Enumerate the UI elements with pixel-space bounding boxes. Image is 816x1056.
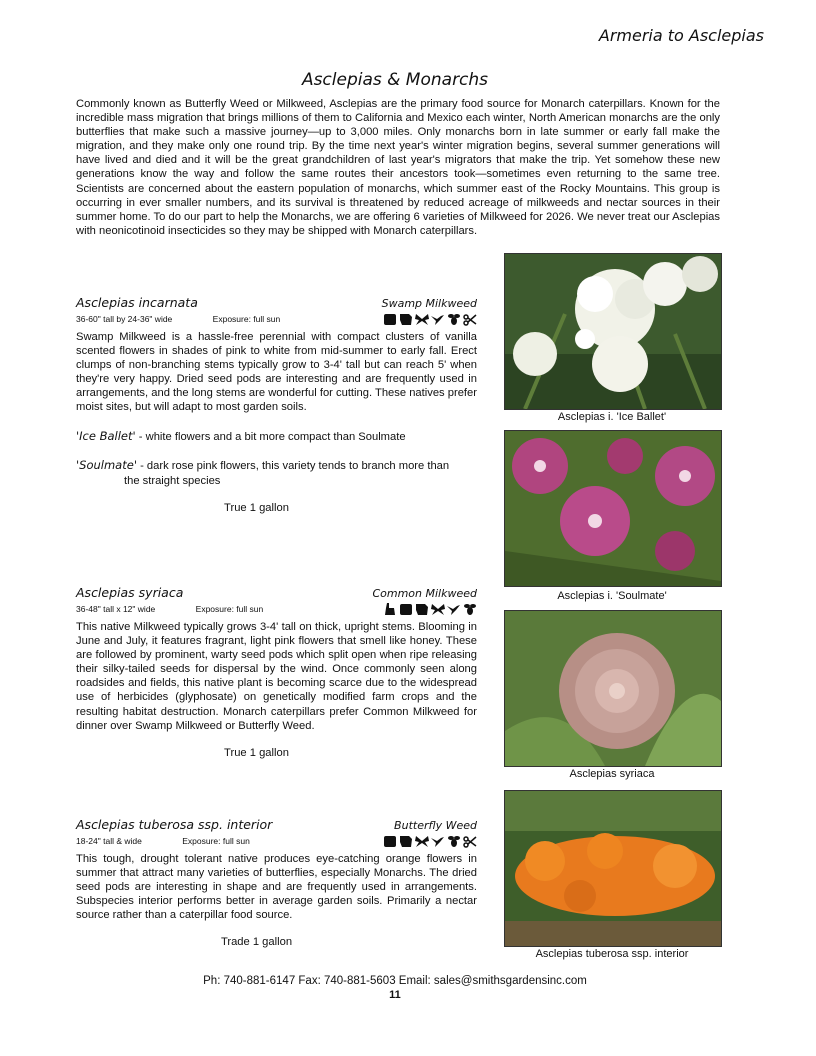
page-number: 11 <box>389 989 401 1001</box>
bee-icon <box>463 603 477 616</box>
hummingbird-icon <box>431 313 445 326</box>
hummingbird-icon <box>447 603 461 616</box>
cut-flower-icon <box>463 835 477 848</box>
native-icon <box>399 835 413 848</box>
plant-exposure: Exposure: full sun <box>195 604 264 614</box>
butterfly-icon <box>415 835 429 848</box>
photo-ice-ballet <box>504 253 722 410</box>
butterfly-icon <box>431 603 445 616</box>
photo-soulmate <box>504 430 722 587</box>
plant-dimensions: 18-24" tall & wide <box>76 836 142 846</box>
deer-resistant-icon <box>383 835 397 848</box>
variety-name: 'Ice Ballet' <box>76 428 136 443</box>
photo-syriaca <box>504 610 722 767</box>
common-name: Swamp Milkweed <box>381 297 477 310</box>
intro-paragraph: Commonly known as Butterfly Weed or Milkweed, Asclepias are the primary food source for Monarch caterpillars. Known for the incredible mass migration that brings millions of them to California and Mexico each winter, North American monarchs are the only butterflies that make such a massive journey—up to 3,000 miles. Only monarchs born in late summer or early fall make the migration, and they make only one round trip. By the time next year's winter migration begins, several summer generations will have lived and died and it will be the great grandchildren of last year's migrators that make the trip. Yet somehow these new generations know the way and follow the same routes their ancestors took—sometimes even returning to the same tree. Scientists are concerned about the eastern population of monarchs, which summer east of the Rocky Mountains. This group is occurring in ever smaller numbers, and its survival is threatened by reduced acreage of milkweeds and nectar sources in their summer home. To do our part to help the Monarchs, we are offering 6 varieties of Milkweed for 2026. We never treat our Asclepias with neonicotinoid insecticides so they may be shipped with Monarch caterpillars. <box>76 98 720 237</box>
photo-caption: Asclepias syriaca <box>569 768 655 780</box>
native-icon <box>415 603 429 616</box>
photo-caption: Asclepias tuberosa ssp. interior <box>535 948 689 960</box>
bee-icon <box>447 835 461 848</box>
plant-description: Swamp Milkweed is a hassle-free perennial with compact clusters of vanilla scented flowers in shades of pink to white from mid-summer to early fall. Erect clumps of non-branching stems typically grow to 3-4' tall but can reach 5' when they're very happy. Dried seed pods are interesting and are frequently used in arrangements, and the long stems are wonderful for cutting. These natives prefer moist sites, but will adapt to most garden soils. <box>76 331 477 414</box>
rabbit-resistant-icon <box>383 603 397 616</box>
cut-flower-icon <box>463 313 477 326</box>
section-header: Armeria to Asclepias <box>598 26 764 45</box>
photo-caption: Asclepias i. 'Ice Ballet' <box>557 411 667 423</box>
variety-soulmate <box>76 458 477 488</box>
plant-section-tuberosa <box>76 814 477 948</box>
native-icon <box>399 313 413 326</box>
deer-resistant-icon <box>383 313 397 326</box>
plant-section-syriaca <box>76 582 477 759</box>
plant-name: Asclepias tuberosa ssp. interior <box>76 817 273 832</box>
contact-footer: Ph: 740-881-6147 Fax: 740-881-5603 Email: sales@smithsgardensinc.com <box>203 975 587 987</box>
plant-description: This native Milkweed typically grows 3-4' tall on thick, upright stems. Blooming in June and July, it features fragrant, light pink flowers that smell like honey. These are followed by prominent, warty seed pods which split open when ripe releasing their silky-tailed seeds for dispersal by the wind. Once commonly seen along roadsides and fields, this native plant is becoming scarce due to the widespread use of herbicides (glyphosate) on genetically modified farm crops and the resulting habitat destruction. Monarch caterpillars prefer Common Milkweed for dinner over Swamp Milkweed or Butterfly Weed. <box>76 621 477 732</box>
attribute-icons <box>383 603 477 616</box>
photo-tuberosa <box>504 790 722 947</box>
variety-text: - dark rose pink flowers, this variety tends to branch more than <box>136 460 450 473</box>
attribute-icons <box>383 313 477 326</box>
plant-name: Asclepias incarnata <box>76 295 198 310</box>
deer-resistant-icon <box>399 603 413 616</box>
variety-name: 'Soulmate' <box>76 458 137 473</box>
variety-text: - white flowers and a bit more compact than Soulmate <box>135 430 406 443</box>
page-title: Asclepias & Monarchs <box>301 70 489 90</box>
variety-ice-ballet <box>76 429 477 445</box>
plant-dimensions: 36-48" tall x 12" wide <box>76 604 156 614</box>
butterfly-icon <box>415 313 429 326</box>
hummingbird-icon <box>431 835 445 848</box>
common-name: Common Milkweed <box>372 587 477 600</box>
plant-dimensions: 36-60" tall by 24-36" wide <box>76 314 173 324</box>
pot-size: True 1 gallon <box>224 502 289 515</box>
variety-text-continued: the straight species <box>124 474 221 487</box>
pot-size: Trade 1 gallon <box>220 936 293 949</box>
plant-exposure: Exposure: full sun <box>212 314 281 324</box>
plant-exposure: Exposure: full sun <box>182 836 250 846</box>
plant-name: Asclepias syriaca <box>76 585 184 600</box>
attribute-icons <box>383 835 477 848</box>
plant-section-incarnata <box>76 292 477 514</box>
plant-description: This tough, drought tolerant native produces eye-catching orange flowers in summer that attract many varieties of butterflies, especially Monarchs. The dried seed pods are interesting in shape and are frequently used in arrangements. Subspecies interior performs better in average garden soils. Primarily a nectar source rather than a caterpillar food source. <box>76 853 477 922</box>
photo-caption: Asclepias i. 'Soulmate' <box>557 590 667 602</box>
pot-size: True 1 gallon <box>224 746 289 759</box>
common-name: Butterfly Weed <box>394 819 477 832</box>
bee-icon <box>447 313 461 326</box>
